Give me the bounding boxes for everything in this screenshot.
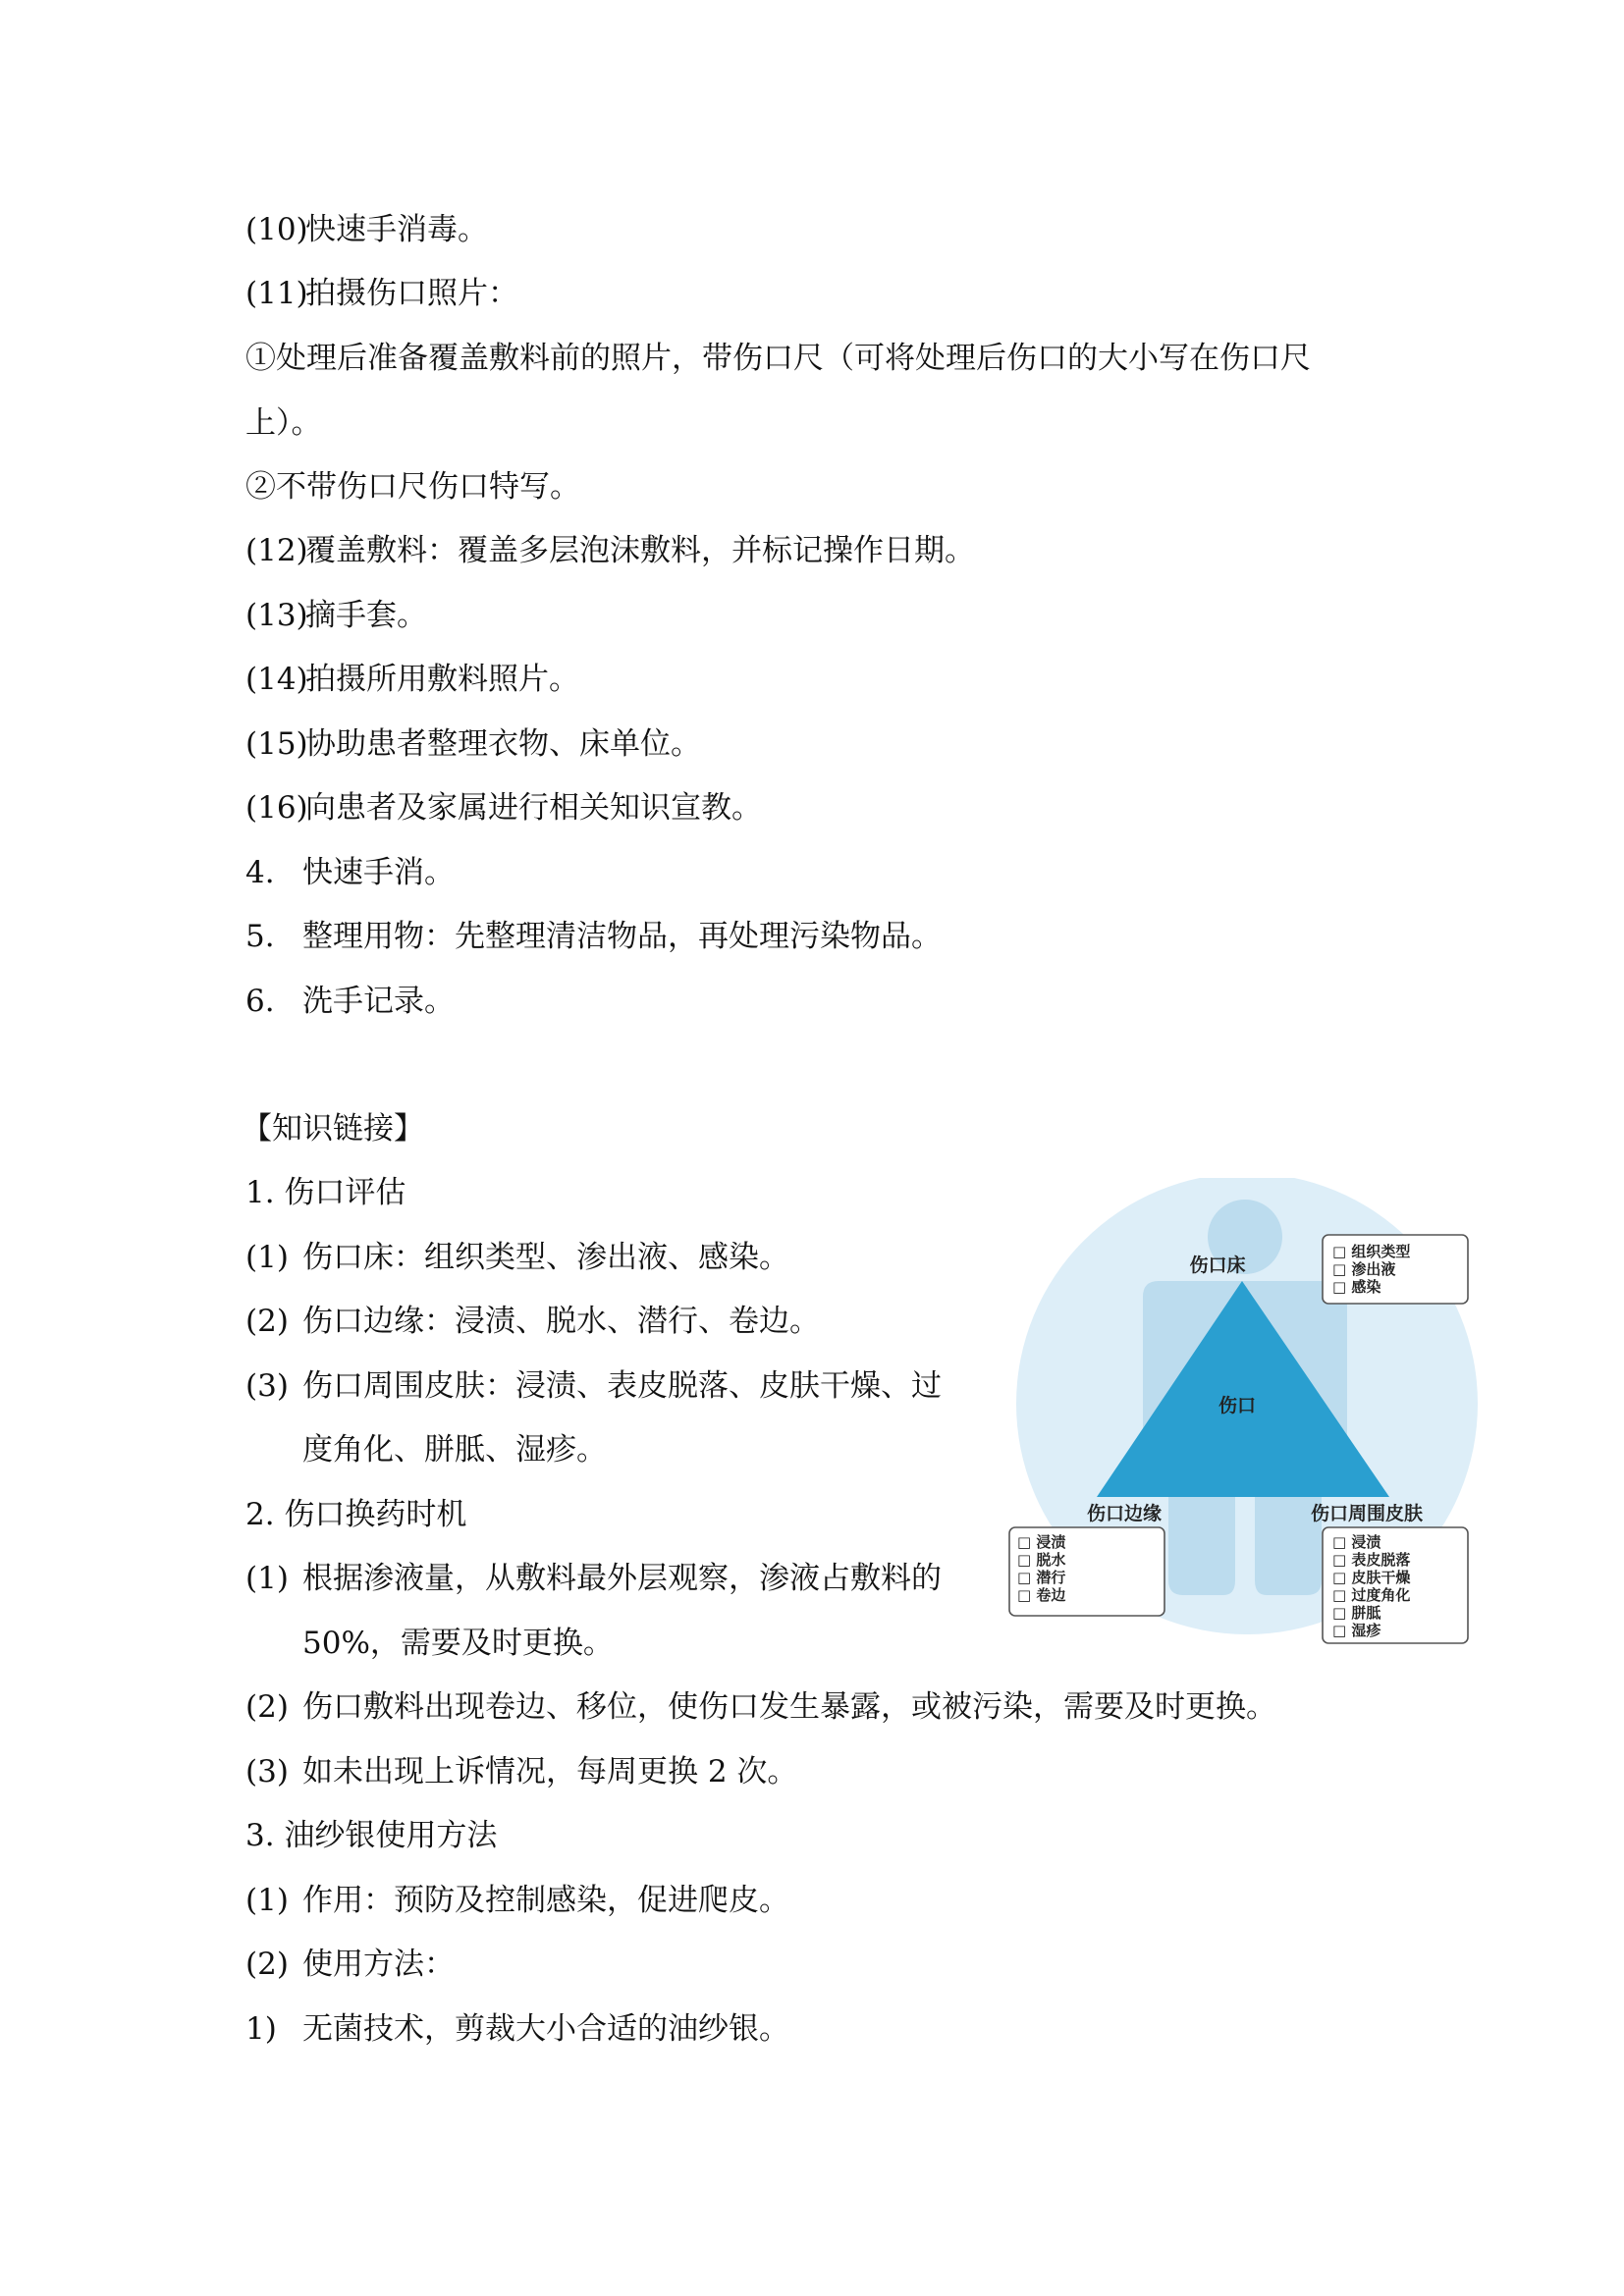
right-box-item: □ 过度角化	[1332, 1586, 1411, 1604]
top-box-item: □ 渗出液	[1332, 1260, 1396, 1278]
top-box-item: □ 感染	[1332, 1278, 1381, 1296]
step-16: (16)向患者及家属进行相关知识宣教。	[245, 790, 762, 826]
step-14: (14)拍摄所用敷料照片。	[245, 662, 579, 697]
section-2-title: 2. 伤口换药时机	[245, 1497, 467, 1532]
right-label: 伤口周围皮肤	[1310, 1503, 1424, 1524]
step-10: (10)快速手消毒。	[245, 212, 488, 247]
top-box-item: □ 组织类型	[1332, 1243, 1411, 1260]
step-11-sub-1-cont: 上）。	[245, 405, 322, 441]
s3-item-1: (1) 作用：预防及控制感染，促进爬皮。	[245, 1883, 789, 1918]
left-label: 伤口边缘	[1086, 1503, 1163, 1524]
s2-item-3: (3) 如未出现上诉情况，每周更换 2 次。	[245, 1754, 798, 1789]
step-11: (11)拍摄伤口照片：	[245, 276, 518, 311]
step-11-sub-1: ①处理后准备覆盖敷料前的照片，带伤口尺（可将处理后伤口的大小写在伤口尺	[245, 341, 1311, 376]
right-box-item: □ 表皮脱落	[1332, 1551, 1411, 1569]
step-4: 4. 快速手消。	[245, 855, 455, 890]
left-box-item: □ 卷边	[1017, 1586, 1066, 1604]
s1-item-3: (3) 伤口周围皮肤：浸渍、表皮脱落、皮肤干燥、过	[245, 1368, 942, 1404]
right-box-item: □ 胼胝	[1332, 1604, 1381, 1622]
step-15: (15)协助患者整理衣物、床单位。	[245, 726, 701, 762]
s1-item-3-cont: 度角化、胼胝、湿疹。	[302, 1432, 607, 1468]
s1-item-1: (1) 伤口床：组织类型、渗出液、感染。	[245, 1240, 789, 1275]
knowledge-heading: 【知识链接】	[242, 1111, 424, 1147]
step-5: 5. 整理用物：先整理清洁物品，再处理污染物品。	[245, 919, 942, 954]
right-box-item: □ 皮肤干燥	[1332, 1569, 1411, 1586]
step-12: (12)覆盖敷料：覆盖多层泡沫敷料，并标记操作日期。	[245, 533, 975, 568]
s2-item-1-cont: 50%，需要及时更换。	[302, 1626, 614, 1661]
s1-item-2: (2) 伤口边缘：浸渍、脱水、潜行、卷边。	[245, 1304, 820, 1339]
left-box-item: □ 潜行	[1017, 1569, 1066, 1586]
right-box-item: □ 浸渍	[1332, 1533, 1381, 1551]
top-label: 伤口床	[1189, 1255, 1246, 1276]
center-label: 伤口	[1218, 1395, 1257, 1416]
s3-substep-1: 1) 无菌技术，剪裁大小合适的油纱银。	[245, 2011, 789, 2047]
left-box-item: □ 脱水	[1017, 1551, 1066, 1569]
step-6: 6. 洗手记录。	[245, 984, 455, 1019]
s2-item-1: (1) 根据渗液量，从敷料最外层观察，渗液占敷料的	[245, 1561, 942, 1596]
section-3-title: 3. 油纱银使用方法	[245, 1818, 498, 1853]
right-box-item: □ 湿疹	[1332, 1622, 1381, 1639]
s2-item-2: (2) 伤口敷料出现卷边、移位，使伤口发生暴露，或被污染，需要及时更换。	[245, 1689, 1276, 1725]
s3-item-2: (2) 使用方法：	[245, 1947, 455, 1982]
section-1-title: 1. 伤口评估	[245, 1175, 406, 1210]
wound-assessment-diagram	[1001, 1178, 1492, 1659]
left-box-item: □ 浸渍	[1017, 1533, 1066, 1551]
step-13: (13)摘手套。	[245, 598, 427, 633]
step-11-sub-2: ②不带伤口尺伤口特写。	[245, 469, 580, 505]
